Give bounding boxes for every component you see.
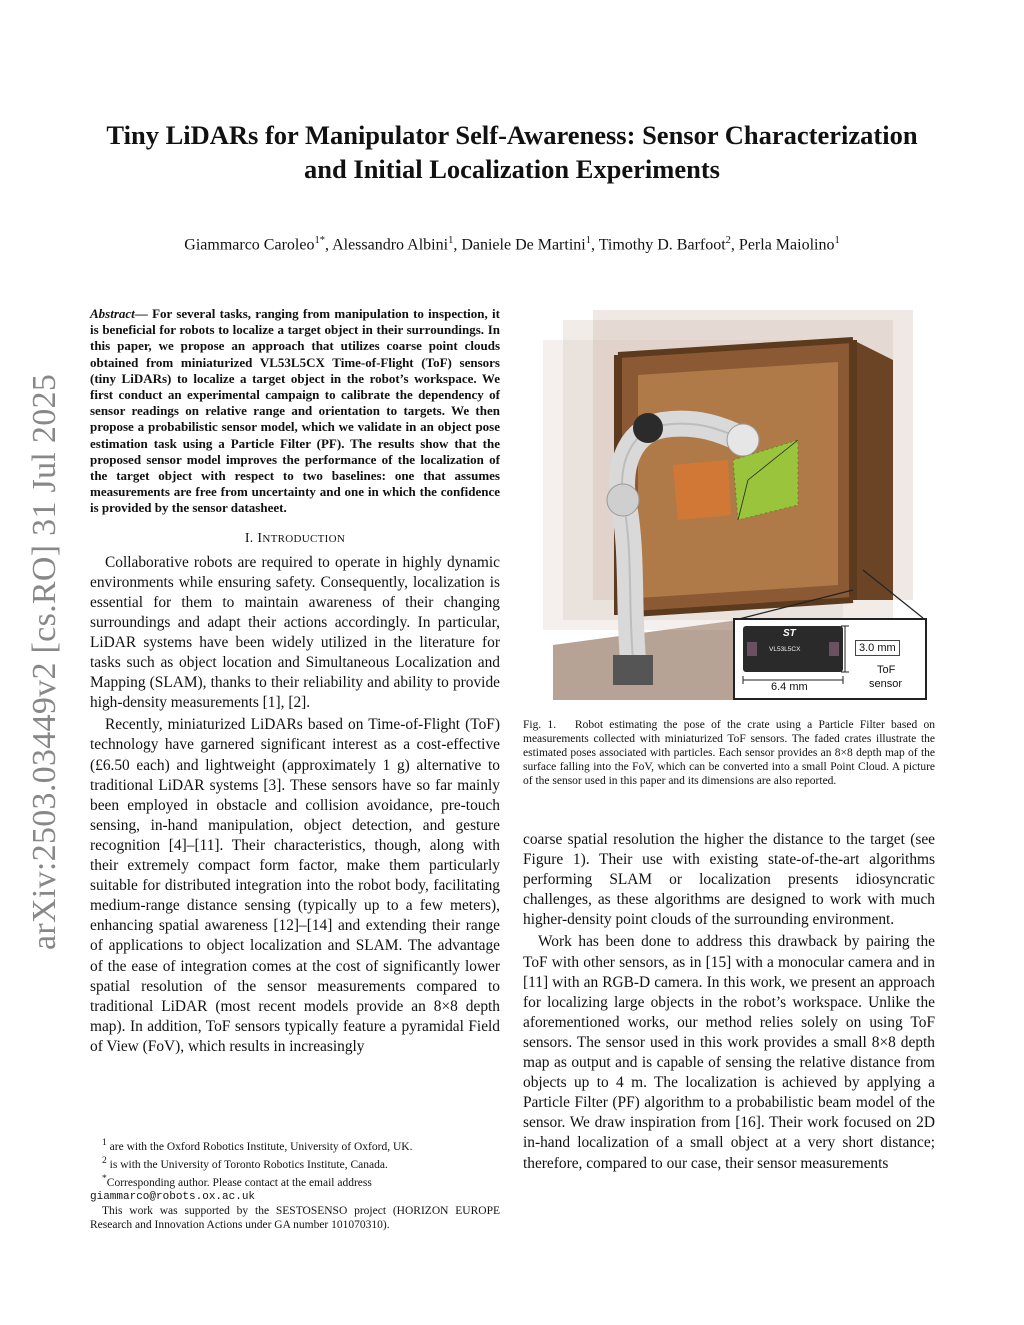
body-paragraph: Work has been done to address this drawback by pairing the ToF with other sensors, as in [15] with a monocular camera and in [11] with an RGB-D camera. In this work, we present an approach for localizing large objects in the robot’s workspace. Unlike the aforementioned works, our method relies solely on using ToF sensors. The sensor used in this work provides a small 8×8 depth map as output and is capable of sensing the relative distance from objects up to 4 m. The localization is achieved by applying a Particle Filter (PF) algorithm to a probabilistic beam model of the sensor. We draw inspiration from [16]. Their work focused on 2D in-hand localization of a small object at a very short distance; therefore, compared to our case, their sensor measurements <box>523 933 935 1172</box>
dimension-height-label: 3.0 mm <box>855 640 900 656</box>
footnote <box>90 1136 500 1154</box>
title-line-1: Tiny LiDARs for Manipulator Self-Awareness: Sensor Characterization <box>106 120 918 150</box>
author: Giammarco Caroleo <box>184 236 315 254</box>
section-title-rest: NTRODUCTION <box>262 532 346 545</box>
body-paragraph: coarse spatial resolution the higher the distance to the target (see Figure 1). Their use with existing state-of-the-art algorithms performing SLAM or localization presents idiosyncratic challenges, as these algorithms are designed to work with much higher-density point clouds of the surrounding environment. <box>523 831 935 929</box>
author-affiliation: 1* <box>314 235 325 246</box>
section-heading-introduction <box>90 531 500 547</box>
body-paragraph: Recently, miniaturized LiDARs based on Time-of-Flight (ToF) technology have garnered significant interest as a cost-effective (£6.50 each) and lightweight (approximately 1 g) alternative to traditional LiDAR systems [3]. These sensors have so far mainly been employed in obstacle and collision avoidance, pre-touch sensing, in-hand manipulation, object detection, and gesture recognition [4]–[11]. Their characteristics, though, along with their extremely compact form factor, make them particularly suitable for distributed integration into the robot body, facilitating medium-range distance sensing (typically up to a few meters), enhancing spatial awareness [12]–[14] and extending their range of applications to object localization and SLAM. The advantage of the ease of integration comes at the cost of significantly lower spatial resolution of the sensor measurements compared to traditional LiDAR (most recent models provide an 8×8 depth map). In addition, ToF sensors typically feature a pyramidal Field of View (FoV), which results in increasingly <box>90 716 500 1055</box>
author-affiliation: 1 <box>585 235 591 246</box>
tof-sensor-label-line2: sensor <box>869 678 903 690</box>
footnote-text: is with the University of Toronto Robotics Institute, Canada. <box>109 1158 388 1171</box>
sensor-brand: ST <box>783 628 796 639</box>
footnote <box>90 1172 500 1205</box>
title-line-2: and Initial Localization Experiments <box>304 154 720 184</box>
author-affiliation: 1 <box>834 235 840 246</box>
footnote-marker: 1 <box>102 1137 107 1148</box>
footnote-marker: * <box>102 1172 107 1184</box>
footnote-funding: This work was supported by the SESTOSENSO project (HORIZON EUROPE Research and Innovation Actions under GA number 101070310). <box>90 1205 500 1232</box>
abstract-dash: — <box>134 306 148 321</box>
right-column <box>523 300 935 1174</box>
body-paragraph: Collaborative robots are required to operate in highly dynamic environments while ensuring safety. Consequently, localization is essential for them to maintain awareness of their changing surroundings and adapt their actions accordingly. In particular, LiDAR systems have been widely utilized in the literature for tasks such as object location and Simultaneous Localization and Mapping (SLAM), thanks to their reliability and ability to provide high-density measurements [1], [2]. <box>90 553 500 712</box>
caption-text: Robot estimating the pose of the crate using a Particle Filter based on measurements collected with miniaturized ToF sensors. The faded crates illustrate the estimated poses associated with particles. Each sensor provides an 8×8 depth map of the surface falling into the FoV, which can be converted into a small Point Cloud. A picture of the sensor used in this paper and its dimensions are also reported. <box>523 719 935 787</box>
author-list: Giammarco Caroleo$^{1*}$, Alessandro Albini$^1$, Daniele De Martini$^1$, Timothy D. Barfoot$^2$, Perla Maiolino$^1$ <box>184 235 840 254</box>
footnotes <box>90 1136 500 1232</box>
contact-email[interactable]: giammarco@robots.ox.ac.uk <box>90 1191 256 1204</box>
author: Daniele De Martini <box>461 236 586 254</box>
section-title-initial: I <box>257 530 263 546</box>
tof-sensor-label-line1: ToF <box>877 664 896 676</box>
author-affiliation: 2 <box>725 235 731 246</box>
author: Perla Maiolino <box>738 236 835 254</box>
sensor-chip-label: VL53L5CX <box>769 646 801 653</box>
sensor-inset <box>733 618 927 700</box>
author: Timothy D. Barfoot <box>598 236 726 254</box>
left-column <box>90 306 500 1057</box>
footnote-text: Corresponding author. Please contact at the email address <box>106 1176 372 1189</box>
abstract-label: Abstract <box>90 306 135 321</box>
author-affiliation: 1 <box>448 235 454 246</box>
arxiv-identifier: arXiv:2503.03449v2 [cs.RO] 31 Jul 2025 <box>26 373 63 950</box>
right-body <box>523 830 935 1174</box>
abstract-text: For several tasks, ranging from manipulation to inspection, it is beneficial for robots to localize a target object in their surroundings. In this paper, we propose an approach that utilizes coarse point clouds obtained from miniaturized VL53L5CX Time-of-Flight (ToF) sensors (tiny LiDARs) to localize a target object in the robot’s workspace. We first conduct an experimental campaign to calibrate the dependency of sensor readings on relative range and orientation to targets. We then propose a probabilistic sensor model, which we validate in an object pose estimation task using a Particle Filter (PF). The results show that the proposed sensor model improves the performance of the localization of the target object with respect to two baselines: one that assumes measurements are free from uncertainty and one in which the confidence is provided by the sensor datasheet. <box>90 306 500 516</box>
footnote <box>90 1154 500 1172</box>
paper-title <box>60 118 964 186</box>
section-number: I. <box>244 530 254 546</box>
abstract <box>90 306 500 517</box>
footnote-marker: 2 <box>102 1154 107 1166</box>
author: Alessandro Albini <box>332 236 449 254</box>
footnote-text: are with the Oxford Robotics Institute, University of Oxford, UK. <box>109 1140 413 1153</box>
caption-label: Fig. 1. <box>523 719 557 731</box>
dimension-width-label: 6.4 mm <box>771 681 808 693</box>
figure-1-image <box>523 300 935 700</box>
figure-caption <box>523 718 935 788</box>
